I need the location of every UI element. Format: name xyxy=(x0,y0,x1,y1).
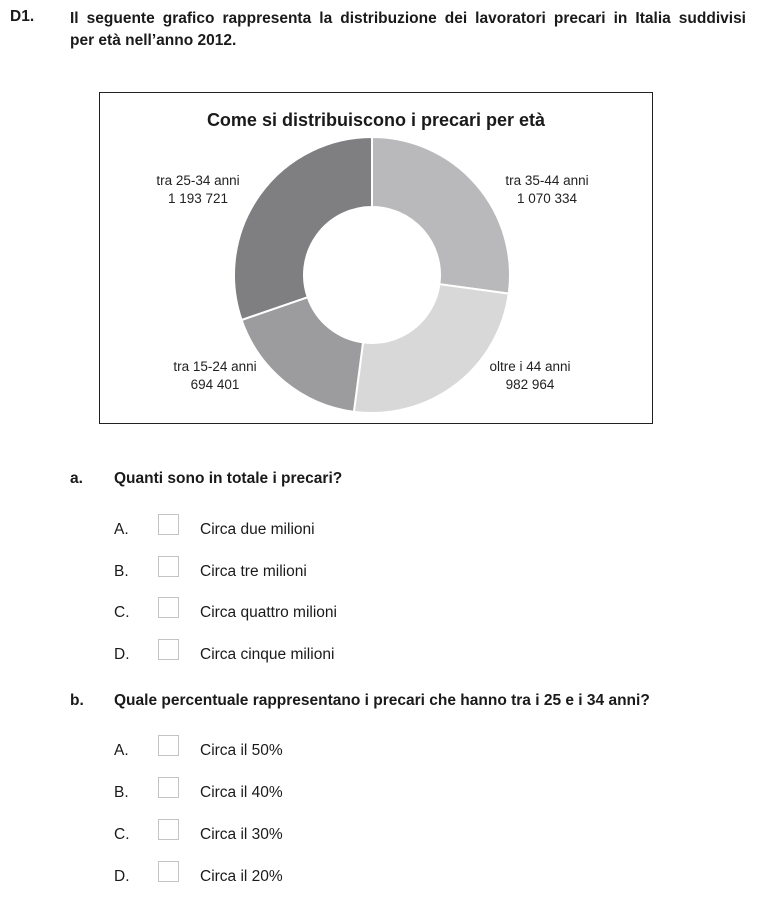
slice-label-text: tra 25-34 anni xyxy=(156,173,240,188)
sub-question-letter: b. xyxy=(70,692,84,709)
intro-line-1: Il seguente grafico rappresenta la distribuzione dei lavoratori precari in Italia suddivisi xyxy=(70,10,746,27)
checkbox[interactable] xyxy=(158,639,179,660)
option-text: Circa il 20% xyxy=(200,868,283,885)
slice-label-text: tra 35-44 anni xyxy=(505,173,589,188)
option-text: Circa il 40% xyxy=(200,784,283,801)
slice-value-text: 694 401 xyxy=(190,377,240,392)
checkbox[interactable] xyxy=(158,597,179,618)
question-number: D1. xyxy=(10,8,35,25)
slice-label-text: oltre i 44 anni xyxy=(489,359,571,374)
slice-label-25-34 xyxy=(128,172,268,208)
option-letter: C. xyxy=(114,826,130,843)
checkbox[interactable] xyxy=(158,777,179,798)
sub-question-text: Quanti sono in totale i precari? xyxy=(114,470,343,487)
checkbox[interactable] xyxy=(158,861,179,882)
donut-chart xyxy=(99,92,653,424)
slice-label-15-24 xyxy=(145,358,285,394)
option-letter: C. xyxy=(114,604,130,621)
option-text: Circa cinque milioni xyxy=(200,646,335,663)
option-text: Circa quattro milioni xyxy=(200,604,337,621)
checkbox[interactable] xyxy=(158,514,179,535)
option-letter: D. xyxy=(114,868,130,885)
checkbox[interactable] xyxy=(158,556,179,577)
question-intro xyxy=(70,8,746,52)
sub-question-text: Quale percentuale rappresentano i precari che hanno tra i 25 e i 34 anni? xyxy=(114,692,650,709)
slice-label-35-44 xyxy=(477,172,617,208)
option-text: Circa il 50% xyxy=(200,742,283,759)
slice-25-34 xyxy=(234,137,372,320)
slice-value-text: 1 070 334 xyxy=(516,191,578,206)
slice-value-text: 982 964 xyxy=(505,377,555,392)
option-letter: D. xyxy=(114,646,130,663)
option-letter: A. xyxy=(114,521,129,538)
intro-line-2: per età nell’anno 2012. xyxy=(70,32,237,49)
sub-question-letter: a. xyxy=(70,470,83,487)
option-letter: A. xyxy=(114,742,129,759)
option-text: Circa il 30% xyxy=(200,826,283,843)
option-letter: B. xyxy=(114,784,129,801)
slice-label-text: tra 15-24 anni xyxy=(173,359,257,374)
slice-35-44 xyxy=(372,137,510,294)
checkbox[interactable] xyxy=(158,819,179,840)
chart-title: Come si distribuiscono i precari per età xyxy=(206,110,546,130)
checkbox[interactable] xyxy=(158,735,179,756)
option-text: Circa tre milioni xyxy=(200,563,307,580)
option-text: Circa due milioni xyxy=(200,521,315,538)
option-letter: B. xyxy=(114,563,129,580)
slice-value-text: 1 193 721 xyxy=(167,191,229,206)
slice-label-over-44 xyxy=(460,358,600,394)
